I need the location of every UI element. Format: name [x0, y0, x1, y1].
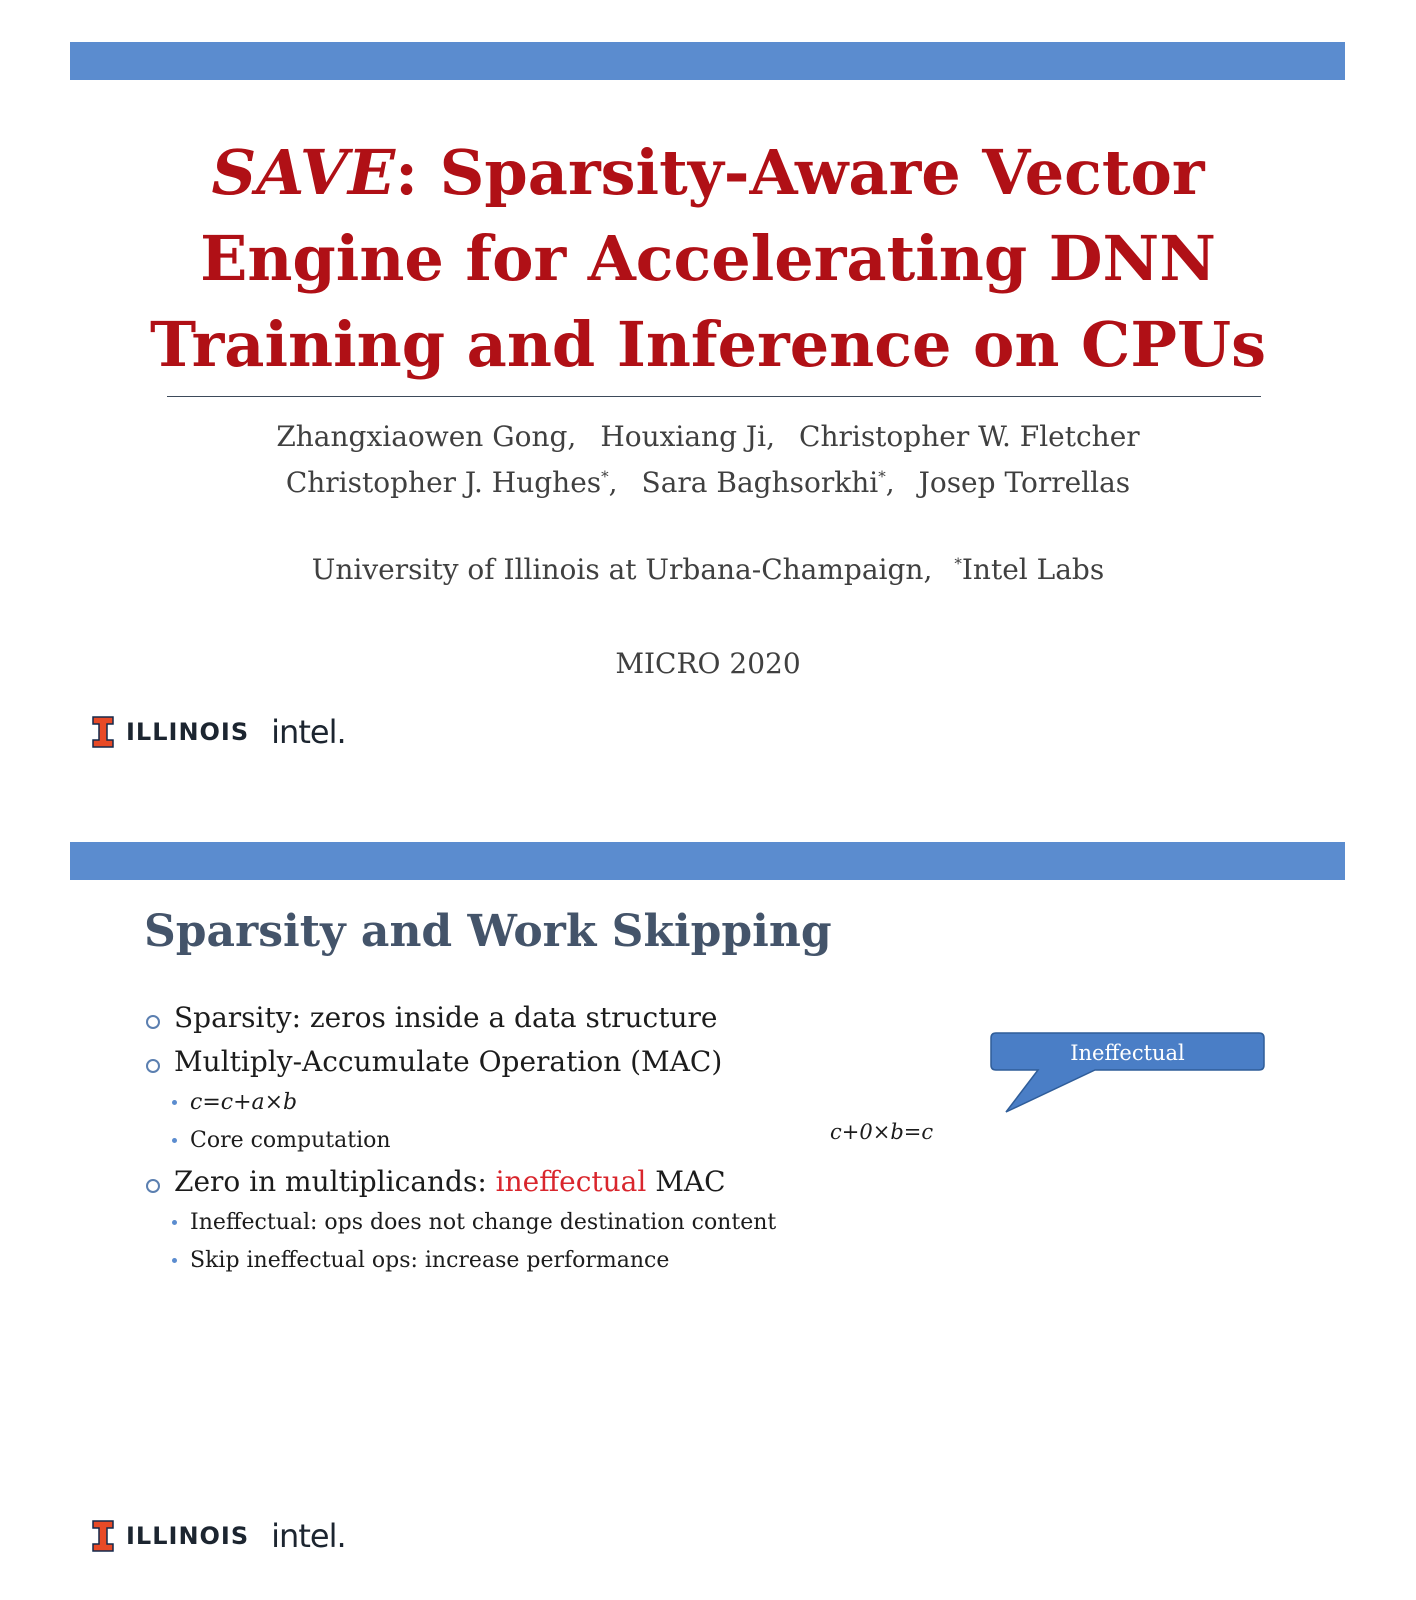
illinois-block-i-icon [92, 1520, 114, 1552]
bullet-list [144, 996, 864, 1280]
content-slide [0, 800, 1416, 1600]
author-name: Josep Torrellas [918, 466, 1131, 499]
venue-label: MICRO 2020 [615, 647, 801, 680]
sub-bullet-item: Skip ineffectual ops: increase performance [144, 1242, 864, 1280]
author-name: Christopher J. Hughes [285, 466, 602, 499]
affiliation-uiuc: University of Illinois at Urbana-Champaign, [311, 553, 933, 586]
illinois-block-i-icon [92, 716, 114, 748]
title-divider [167, 396, 1261, 397]
bullet-item: Multiply-Accumulate Operation (MAC) [144, 1040, 864, 1084]
title-italic-part: SAVE [211, 136, 396, 209]
author-name: Christopher W. Fletcher [799, 420, 1140, 453]
author-name: Houxiang Ji [600, 420, 767, 453]
sub-bullet-item: Core computation [144, 1122, 864, 1160]
affiliation-mark: * [954, 554, 962, 573]
intel-logo: intel. [271, 1517, 346, 1555]
slide-top-bar [70, 842, 1345, 880]
bullet-item: Sparsity: zeros inside a data structure [144, 996, 864, 1040]
title-rest-part: : Sparsity-Aware Vector Engine for Accelerating DNN Training and Inference on CPUs [150, 136, 1266, 381]
sub-bullet-item: Ineffectual: ops does not change destination content [144, 1204, 864, 1242]
logo-strip [92, 712, 346, 752]
ineffectual-formula: c+0×b=c [830, 1120, 934, 1144]
author-affil-mark: * [878, 467, 886, 486]
highlight-term: ineffectual [495, 1165, 647, 1198]
illinois-logo: ILLINOIS [126, 1522, 250, 1550]
author-name: Sara Baghsorkhi [641, 466, 879, 499]
slide-title: Sparsity and Work Skipping [144, 906, 832, 957]
author-name: Zhangxiaowen Gong [276, 420, 568, 453]
affiliation-intel: Intel Labs [961, 553, 1105, 586]
intel-logo: intel. [271, 713, 346, 751]
callout-label: Ineffectual [1070, 1041, 1185, 1065]
author-list [100, 414, 1316, 506]
bullet-item: Zero in multiplicands: ineffectual MAC [144, 1160, 864, 1204]
author-affil-mark: * [601, 467, 609, 486]
logo-strip [92, 1516, 346, 1556]
paper-title [100, 130, 1316, 388]
callout-bubble [990, 1032, 1280, 1122]
illinois-logo: ILLINOIS [126, 718, 250, 746]
affiliations [100, 550, 1316, 590]
sub-bullet-item: c=c+a×b [144, 1084, 864, 1122]
author-line-1: Zhangxiaowen Gong, Houxiang Ji, Christopher W. Fletcher [276, 420, 1140, 453]
slide-top-bar [70, 42, 1345, 80]
author-line-2: Christopher J. Hughes*, Sara Baghsorkhi*, Josep Torrellas [285, 466, 1131, 499]
